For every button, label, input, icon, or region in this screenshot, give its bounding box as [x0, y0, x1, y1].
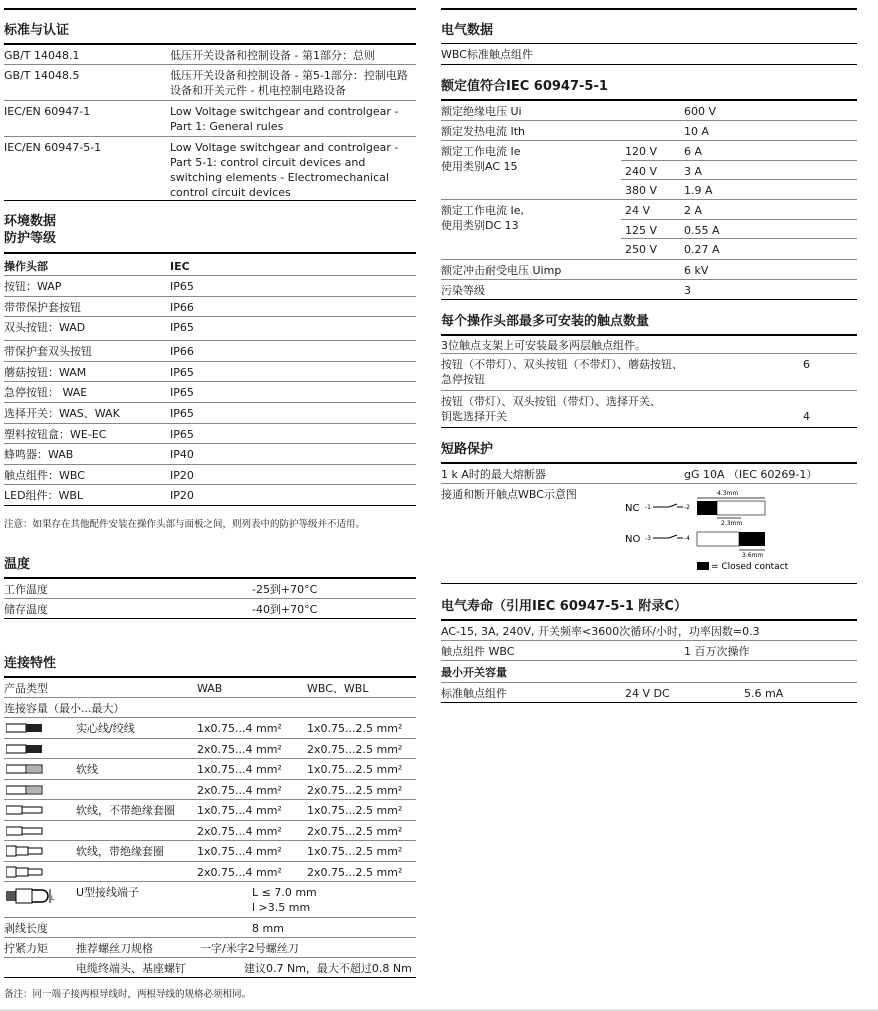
screwdriver-label: 推荐螺丝刀规格: [76, 942, 153, 955]
standard-desc: 低压开关设备和控制设备 - 第5-1部分：控制电路设备和开关元件 - 机电控制电路设备: [170, 69, 408, 97]
no-terminal-1: -3: [645, 535, 651, 542]
operator-name: 蘑菇按钮：WAM: [4, 365, 87, 379]
table-row: [4, 759, 416, 780]
short-title: 短路保护: [441, 441, 857, 464]
table-row: [441, 280, 857, 300]
voltage: 125 V: [625, 223, 658, 237]
volt-row: [621, 180, 857, 200]
temperature-title: 温度: [4, 556, 416, 579]
operator-name: 急停按钮： WAE: [4, 386, 88, 400]
diagram-row: [441, 484, 857, 584]
voltage: 24 V: [625, 204, 651, 217]
wbc-capacity: 2x0.75...2.5 mm²: [307, 742, 403, 756]
wbc-capacity: 1x0.75...2.5 mm²: [307, 804, 403, 817]
fuse-label: 1 k A时的最大熔断器: [441, 468, 546, 481]
ith-label: 额定发热电流 Ith: [441, 125, 526, 138]
contacts-subtitle: 3位触点支架上可安装最多两层触点组件。: [441, 339, 646, 352]
torque-label: 拧紧力矩: [4, 942, 48, 955]
wire-icon-4: [6, 866, 46, 878]
electrical-section: [441, 8, 857, 65]
ip-rating: IP65: [170, 386, 194, 400]
voltage: 380 V: [625, 184, 658, 198]
operator-name: 按钮：WAP: [4, 280, 62, 293]
table-row: [441, 464, 857, 484]
table-row: [4, 276, 416, 297]
no-contact-line-2: [669, 535, 677, 538]
standard-desc: 低压开关设备和控制设备 - 第1部分：总则: [170, 49, 375, 62]
ip-table: [4, 276, 416, 506]
nc-open-box: [717, 501, 765, 515]
wbc-capacity: 1x0.75...2.5 mm²: [307, 722, 403, 735]
wire-icon-2: [6, 784, 46, 796]
current: 2 A: [684, 204, 703, 217]
operator-name: 带带保护套按钮: [4, 300, 81, 314]
contacts-title: 每个操作头部最多可安装的触点数量: [441, 313, 857, 336]
min-label: 标准触点组件: [441, 687, 507, 700]
standard-code: GB/T 14048.5: [4, 69, 80, 82]
table-row: [4, 341, 416, 362]
capacity-row: [4, 698, 416, 718]
environment-title: 环境数据: [4, 214, 57, 229]
table-row: [441, 121, 857, 141]
wbc-capacity: 1x0.75...2.5 mm²: [307, 845, 403, 858]
ip-rating: IP65: [170, 365, 194, 379]
table-row: [4, 362, 416, 383]
fuse-value: gG 10A （IEC 60269-1）: [684, 468, 818, 481]
wab-capacity: 2x0.75...4 mm²: [197, 865, 282, 879]
voltage: 250 V: [625, 243, 658, 257]
operator-name: 触点组件：WBC: [4, 468, 85, 482]
table-row: [4, 101, 416, 137]
standard-code: GB/T 14048.1: [4, 49, 80, 62]
capacity-label: 连接容量（最小...最大）: [4, 702, 125, 715]
table-row: [4, 485, 416, 506]
no-open-box: [697, 532, 739, 546]
table-row: [4, 317, 416, 341]
connection-groups: [4, 718, 416, 882]
voltage: 240 V: [625, 164, 658, 178]
ip-rating: IP65: [170, 406, 194, 420]
header-product-type: 产品类型: [4, 682, 48, 695]
dc-values: [621, 200, 857, 259]
nc-terminal-2: -2: [684, 504, 690, 511]
voltage: 120 V: [625, 145, 658, 158]
short-section: [441, 441, 857, 584]
wire-icon-1: [6, 743, 46, 755]
dc-label-2: 使用类别DC 13: [441, 219, 519, 232]
u-terminal-icon: [6, 888, 68, 904]
table-row: [4, 599, 416, 619]
wab-capacity: 1x0.75...4 mm²: [197, 763, 282, 776]
nc-contact-line-2: [669, 504, 677, 507]
wire-icon-3: [6, 825, 46, 837]
ip-rating: IP40: [170, 448, 194, 462]
operator-name: 蜂鸣器：WAB: [4, 448, 74, 462]
strip-value: 8 mm: [252, 922, 284, 935]
protection-title: 防护等级: [4, 230, 416, 254]
table-row: [4, 444, 416, 465]
volt-row: [621, 220, 857, 240]
table-row: [4, 65, 416, 101]
life-wbc-value: 1 百万次操作: [684, 645, 750, 658]
standard-code: IEC/EN 60947-5-1: [4, 141, 102, 154]
table-row: [4, 297, 416, 318]
standard-desc: Low Voltage switchgear and controlgear - Part 5-1: control circuit devices and switching elements - Electromechanical control circuit devices: [170, 141, 399, 199]
ith-value: 10 A: [684, 125, 710, 138]
contact-diagram: [621, 488, 791, 580]
wire-type-label: 软线，带绝缘套圈: [76, 845, 164, 858]
life-condition: AC-15, 3A, 240V, 开关频率<3600次循环/小时，功率因数=0.3: [441, 625, 760, 638]
table-row: [441, 621, 857, 641]
wab-capacity: 2x0.75...4 mm²: [197, 783, 282, 797]
temp-value: -40到+70°C: [252, 603, 318, 616]
connection-note: 备注：同一端子接两根导线时，两根导线的规格必须相同。: [4, 989, 252, 1000]
table-row: [4, 424, 416, 445]
ac-label-2: 使用类别AC 15: [441, 160, 518, 173]
ui-value: 600 V: [684, 105, 717, 118]
electrical-subtitle-row: [441, 43, 857, 65]
torque-screw-label: 电缆终端头、基座螺钉: [76, 962, 186, 975]
life-wbc-label: 触点组件 WBC: [441, 645, 515, 658]
pollution-value: 3: [684, 284, 691, 297]
strip-row: [4, 918, 416, 938]
u-terminal-value-2: l >3.5 mm: [252, 901, 311, 914]
wab-capacity: 1x0.75...4 mm²: [197, 845, 282, 858]
uimp-label: 额定冲击耐受电压 Uimp: [441, 264, 562, 277]
table-row: [4, 800, 416, 821]
volt-row: [621, 239, 857, 259]
dc-block: [441, 200, 857, 260]
contacts-r2-line2: 钥匙选择开关: [441, 410, 507, 423]
ip-rating: IP65: [170, 321, 194, 335]
temp-label: 工作温度: [4, 583, 48, 596]
table-row: [4, 718, 416, 739]
standard-code: IEC/EN 60947-1: [4, 105, 91, 118]
contacts-subtitle-row: [441, 336, 857, 354]
table-row: [4, 45, 416, 65]
standard-desc: Low Voltage switchgear and controlgear - Part 1: General rules: [170, 105, 399, 133]
connection-section: [4, 655, 416, 1000]
table-row: [4, 821, 416, 842]
table-row: [441, 683, 857, 703]
standards-title: 标准与认证: [4, 10, 416, 45]
wire-icon-3: [6, 804, 46, 816]
wire-icon-4: [6, 845, 46, 857]
volt-row: [621, 161, 857, 181]
contacts-section: [441, 313, 857, 428]
operator-name: 双头按钮：WAD: [4, 321, 86, 335]
operator-name: 选择开关：WAS、WAK: [4, 406, 120, 420]
table-row: [4, 382, 416, 403]
contacts-r1-value: 6: [803, 358, 810, 371]
temp-value: -25到+70°C: [252, 583, 318, 596]
table-row: [4, 137, 416, 201]
ip-rating: IP20: [170, 468, 194, 482]
svg-text:L: L: [51, 895, 55, 902]
wbc-capacity: 2x0.75...2.5 mm²: [307, 783, 403, 797]
uimp-value: 6 kV: [684, 264, 709, 277]
table-row: [441, 391, 857, 428]
ip-rating: IP66: [170, 300, 194, 314]
table-row: [4, 780, 416, 801]
table-row: [4, 841, 416, 862]
legend-text: = Closed contact: [711, 562, 789, 572]
ac-values: [621, 141, 857, 200]
wire-type-label: 软线: [76, 763, 98, 776]
current: 0.27 A: [684, 243, 720, 257]
ip-note: 注意：如果存在其他配件安装在操作头部与面板之间，则列表中的防护等级并不适用。: [4, 518, 366, 530]
header-wab: WAB: [197, 682, 223, 695]
current: 0.55 A: [684, 223, 720, 237]
no-closed-bar: [739, 532, 765, 546]
min-capacity-row: [441, 661, 857, 683]
wab-capacity: 1x0.75...4 mm²: [197, 722, 282, 735]
wbc-capacity: 2x0.75...2.5 mm²: [307, 824, 403, 838]
u-terminal-row: [4, 882, 416, 918]
wab-capacity: 1x0.75...4 mm²: [197, 804, 282, 817]
torque-row-1: [4, 938, 416, 958]
rated-title: 额定值符合IEC 60947-5-1: [441, 78, 857, 101]
standards-section: [4, 8, 416, 201]
table-row: [441, 641, 857, 661]
life-title: 电气寿命（引用IEC 60947-5-1 附录C）: [441, 598, 857, 621]
table-row: [4, 465, 416, 486]
ac-label-1: 额定工作电流 Ie: [441, 145, 521, 158]
ip-rating: IP65: [170, 427, 194, 441]
temp-label: 储存温度: [4, 603, 48, 616]
wire-icon-1: [6, 722, 46, 734]
header-iec: IEC: [170, 260, 190, 273]
wbc-capacity: 2x0.75...2.5 mm²: [307, 865, 403, 879]
environment-section: [4, 214, 416, 530]
table-row: [4, 579, 416, 599]
min-capacity-title: 最小开关容量: [441, 666, 507, 679]
wab-capacity: 2x0.75...4 mm²: [197, 742, 282, 756]
table-row: [4, 403, 416, 424]
u-terminal-label: U型接线端子: [76, 886, 140, 899]
table-row: [441, 260, 857, 280]
current: 1.9 A: [684, 184, 713, 198]
table-row: [441, 101, 857, 121]
temperature-section: [4, 556, 416, 619]
current: 3 A: [684, 164, 703, 178]
operator-name: 带保护套双头按钮: [4, 345, 92, 359]
nc-closed-bar: [697, 501, 717, 515]
connection-title: 连接特性: [4, 655, 416, 678]
min-current: 5.6 mA: [744, 687, 784, 700]
header-operator: 操作头部: [4, 260, 48, 273]
wire-icon-2: [6, 763, 46, 775]
wire-type-label: 实心线/绞线: [76, 722, 135, 735]
dim-4-3: 4.3mm: [717, 490, 739, 497]
contacts-r2-value: 4: [803, 410, 810, 423]
operator-name: 塑料按钮盒：WE-EC: [4, 427, 107, 441]
wab-capacity: 2x0.75...4 mm²: [197, 824, 282, 838]
contacts-r1-line2: 急停按钮: [441, 373, 485, 386]
strip-label: 剥线长度: [4, 922, 48, 935]
electrical-subtitle: WBC标准触点组件: [441, 48, 533, 61]
legend-swatch: [697, 562, 709, 570]
torque-row-2: [4, 958, 416, 978]
screwdriver-value: 一字/米字2号螺丝刀: [200, 942, 299, 955]
ip-rating: IP66: [170, 345, 194, 359]
table-row: [4, 739, 416, 760]
life-section: [441, 598, 857, 703]
pollution-label: 污染等级: [441, 284, 485, 297]
ui-label: 额定绝缘电压 Ui: [441, 105, 522, 118]
table-row: [4, 862, 416, 883]
wire-type-label: 软线，不带绝缘套圈: [76, 804, 175, 817]
electrical-title: 电气数据: [441, 23, 494, 38]
rated-section: [441, 78, 857, 300]
table-header: [4, 678, 416, 698]
ac-block: [441, 141, 857, 200]
dc-label-1: 额定工作电流 Ie,: [441, 204, 525, 217]
table-header: [4, 254, 416, 276]
min-voltage: 24 V DC: [625, 687, 670, 700]
dim-2-3: 2.3mm: [721, 520, 743, 527]
dim-3-6: 3.6mm: [742, 552, 764, 559]
nc-label: NC: [625, 503, 640, 514]
wbc-capacity: 1x0.75...2.5 mm²: [307, 763, 403, 776]
contacts-r1-line1: 按钮（不带灯）、双头按钮（不带灯）、蘑菇按钮、: [441, 358, 683, 371]
volt-row: [621, 200, 857, 220]
no-label: NO: [625, 534, 641, 545]
contacts-r2-line1: 按钮（带灯）、双头按钮（带灯）、选择开关、: [441, 395, 661, 408]
no-terminal-2: -4: [684, 535, 690, 542]
nc-terminal-1: -1: [645, 504, 651, 511]
header-wbc: WBC、WBL: [307, 682, 369, 695]
current: 6 A: [684, 145, 703, 158]
u-terminal-value-1: L ≤ 7.0 mm: [252, 886, 317, 899]
volt-row: [621, 141, 857, 161]
ip-rating: IP20: [170, 489, 194, 503]
diagram-label: 接通和断开触点WBC示意图: [441, 488, 577, 501]
operator-name: LED组件：WBL: [4, 489, 84, 503]
ip-rating: IP65: [170, 280, 194, 293]
torque-screw-value: 建议0.7 Nm，最大不超过0.8 Nm: [244, 962, 412, 975]
table-row: [441, 354, 857, 391]
